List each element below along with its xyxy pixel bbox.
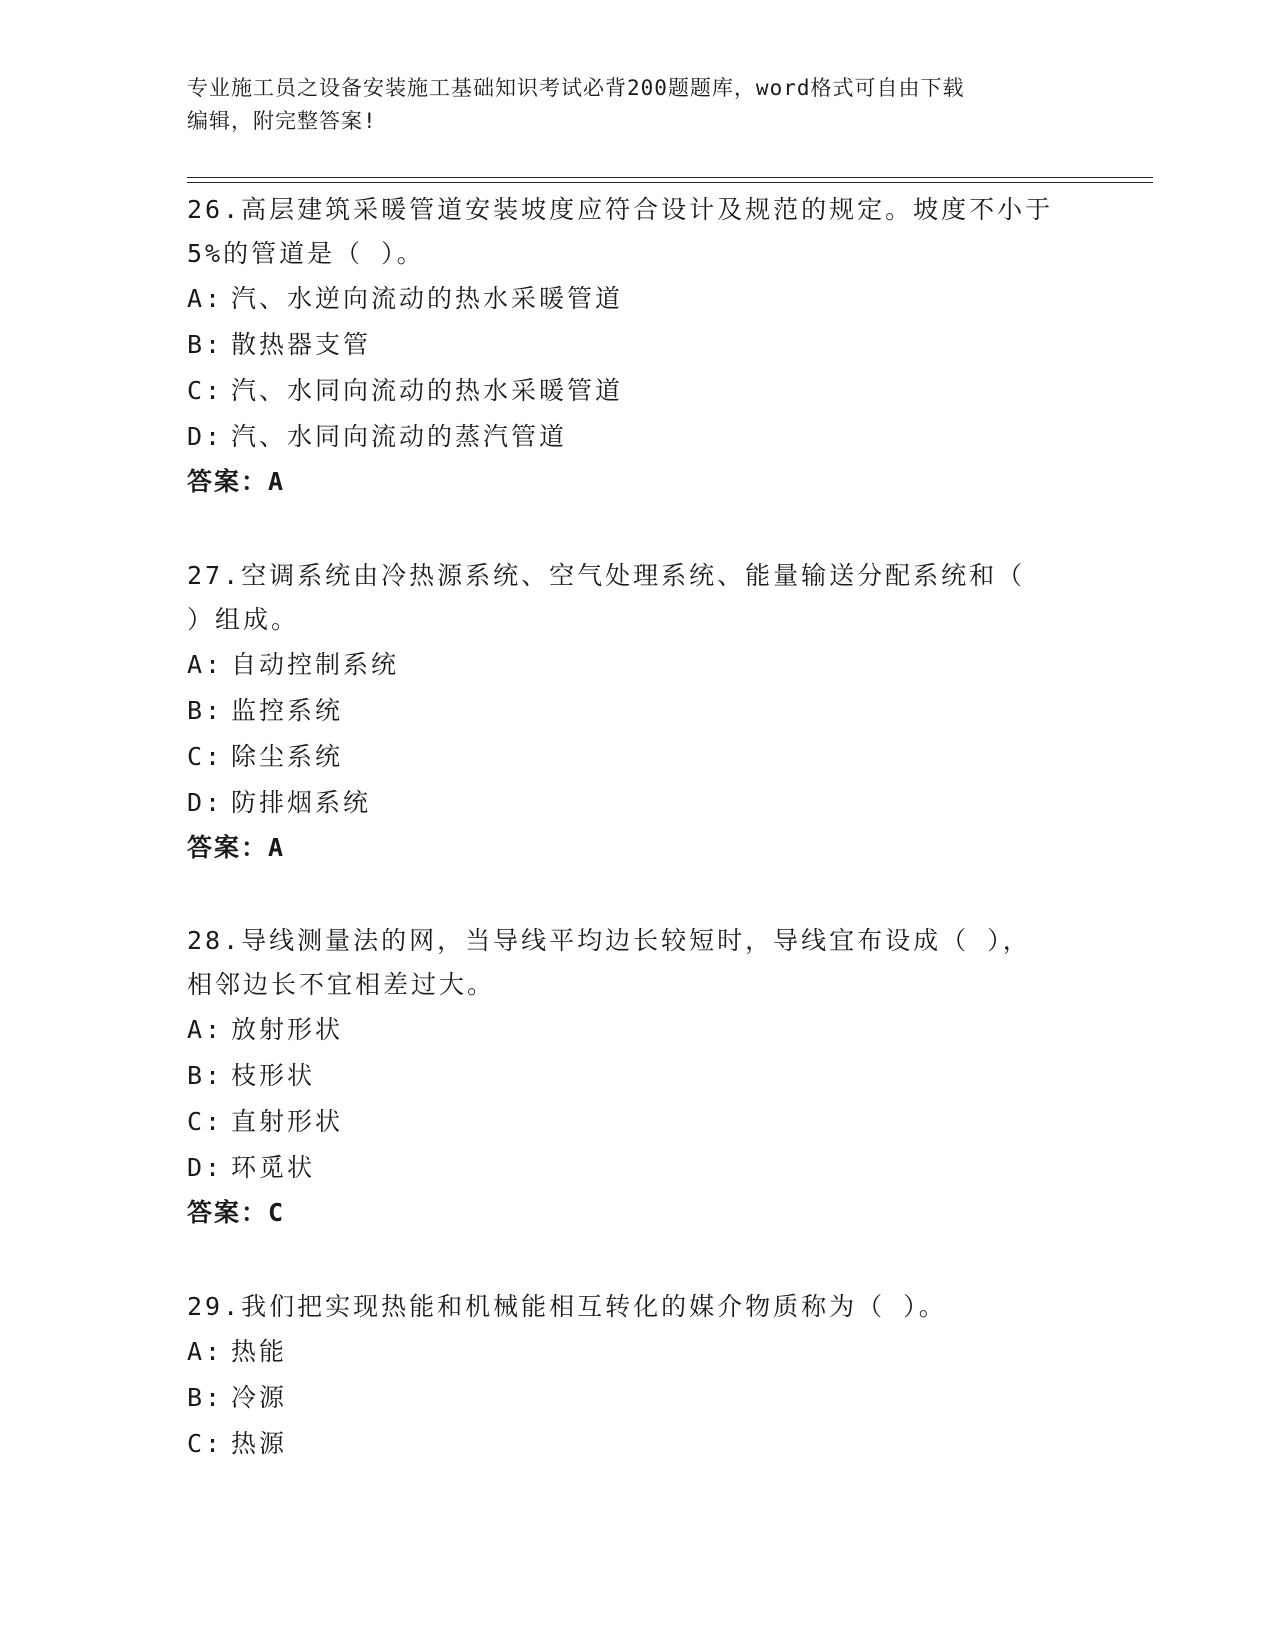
option-b — [187, 322, 1087, 368]
header-divider-bottom — [187, 182, 1153, 183]
document-header — [187, 72, 1067, 138]
option-label: B: — [187, 1383, 224, 1412]
option-c — [187, 368, 1087, 414]
question-stem-line: ）组成。 — [187, 605, 300, 634]
option-c — [187, 1421, 1087, 1467]
option-label: C: — [187, 1429, 224, 1458]
header-divider-top — [187, 177, 1153, 178]
option-a — [187, 1007, 1087, 1053]
option-label: B: — [187, 330, 224, 359]
question-stem-line: 5%的管道是（ ）。 — [187, 239, 425, 268]
option-text: 自动控制系统 — [231, 650, 400, 679]
option-text: 汽、水逆向流动的热水采暖管道 — [231, 284, 624, 313]
option-label: C: — [187, 1107, 224, 1136]
question-26 — [187, 188, 1087, 504]
option-b — [187, 688, 1087, 734]
header-line-1: 专业施工员之设备安装施工基础知识考试必背200题题库，word格式可自由下载 — [187, 76, 965, 100]
option-label: A: — [187, 284, 224, 313]
question-stem-line: 26.高层建筑采暖管道安装坡度应符合设计及规范的规定。坡度不小于 — [187, 195, 1054, 224]
answer: 答案：C — [187, 1198, 286, 1227]
option-a — [187, 642, 1087, 688]
option-text: 热能 — [231, 1337, 288, 1366]
option-a — [187, 276, 1087, 322]
option-d — [187, 1145, 1087, 1191]
option-label: B: — [187, 1061, 224, 1090]
option-label: A: — [187, 1337, 224, 1366]
option-label: A: — [187, 650, 224, 679]
option-text: 直射形状 — [231, 1107, 344, 1136]
question-28 — [187, 919, 1087, 1235]
option-text: 放射形状 — [231, 1015, 344, 1044]
option-b — [187, 1053, 1087, 1099]
option-text: 环觅状 — [231, 1153, 316, 1182]
option-text: 防排烟系统 — [231, 788, 372, 817]
answer: 答案：A — [187, 833, 286, 862]
question-29 — [187, 1285, 1087, 1467]
option-text: 热源 — [231, 1429, 288, 1458]
question-stem-line: 28.导线测量法的网，当导线平均边长较短时，导线宜布设成（ ）， — [187, 926, 1031, 955]
option-d — [187, 780, 1087, 826]
question-stem-line: 29.我们把实现热能和机械能相互转化的媒介物质称为（ ）。 — [187, 1292, 947, 1321]
option-label: A: — [187, 1015, 224, 1044]
option-text: 枝形状 — [231, 1061, 316, 1090]
answer: 答案：A — [187, 467, 286, 496]
option-text: 汽、水同向流动的蒸汽管道 — [231, 422, 568, 451]
question-stem-line: 27.空调系统由冷热源系统、空气处理系统、能量输送分配系统和（ — [187, 561, 1026, 590]
option-label: C: — [187, 376, 224, 405]
option-label: D: — [187, 422, 224, 451]
option-a — [187, 1329, 1087, 1375]
option-c — [187, 734, 1087, 780]
option-d — [187, 414, 1087, 460]
option-b — [187, 1375, 1087, 1421]
option-label: B: — [187, 696, 224, 725]
option-label: C: — [187, 742, 224, 771]
option-text: 冷源 — [231, 1383, 288, 1412]
option-label: D: — [187, 788, 224, 817]
option-text: 散热器支管 — [231, 330, 372, 359]
header-line-2: 编辑，附完整答案! — [187, 109, 377, 133]
option-text: 除尘系统 — [231, 742, 344, 771]
question-stem-line: 相邻边长不宜相差过大。 — [187, 970, 496, 999]
option-text: 汽、水同向流动的热水采暖管道 — [231, 376, 624, 405]
option-c — [187, 1099, 1087, 1145]
question-27 — [187, 554, 1087, 870]
option-text: 监控系统 — [231, 696, 344, 725]
option-label: D: — [187, 1153, 224, 1182]
